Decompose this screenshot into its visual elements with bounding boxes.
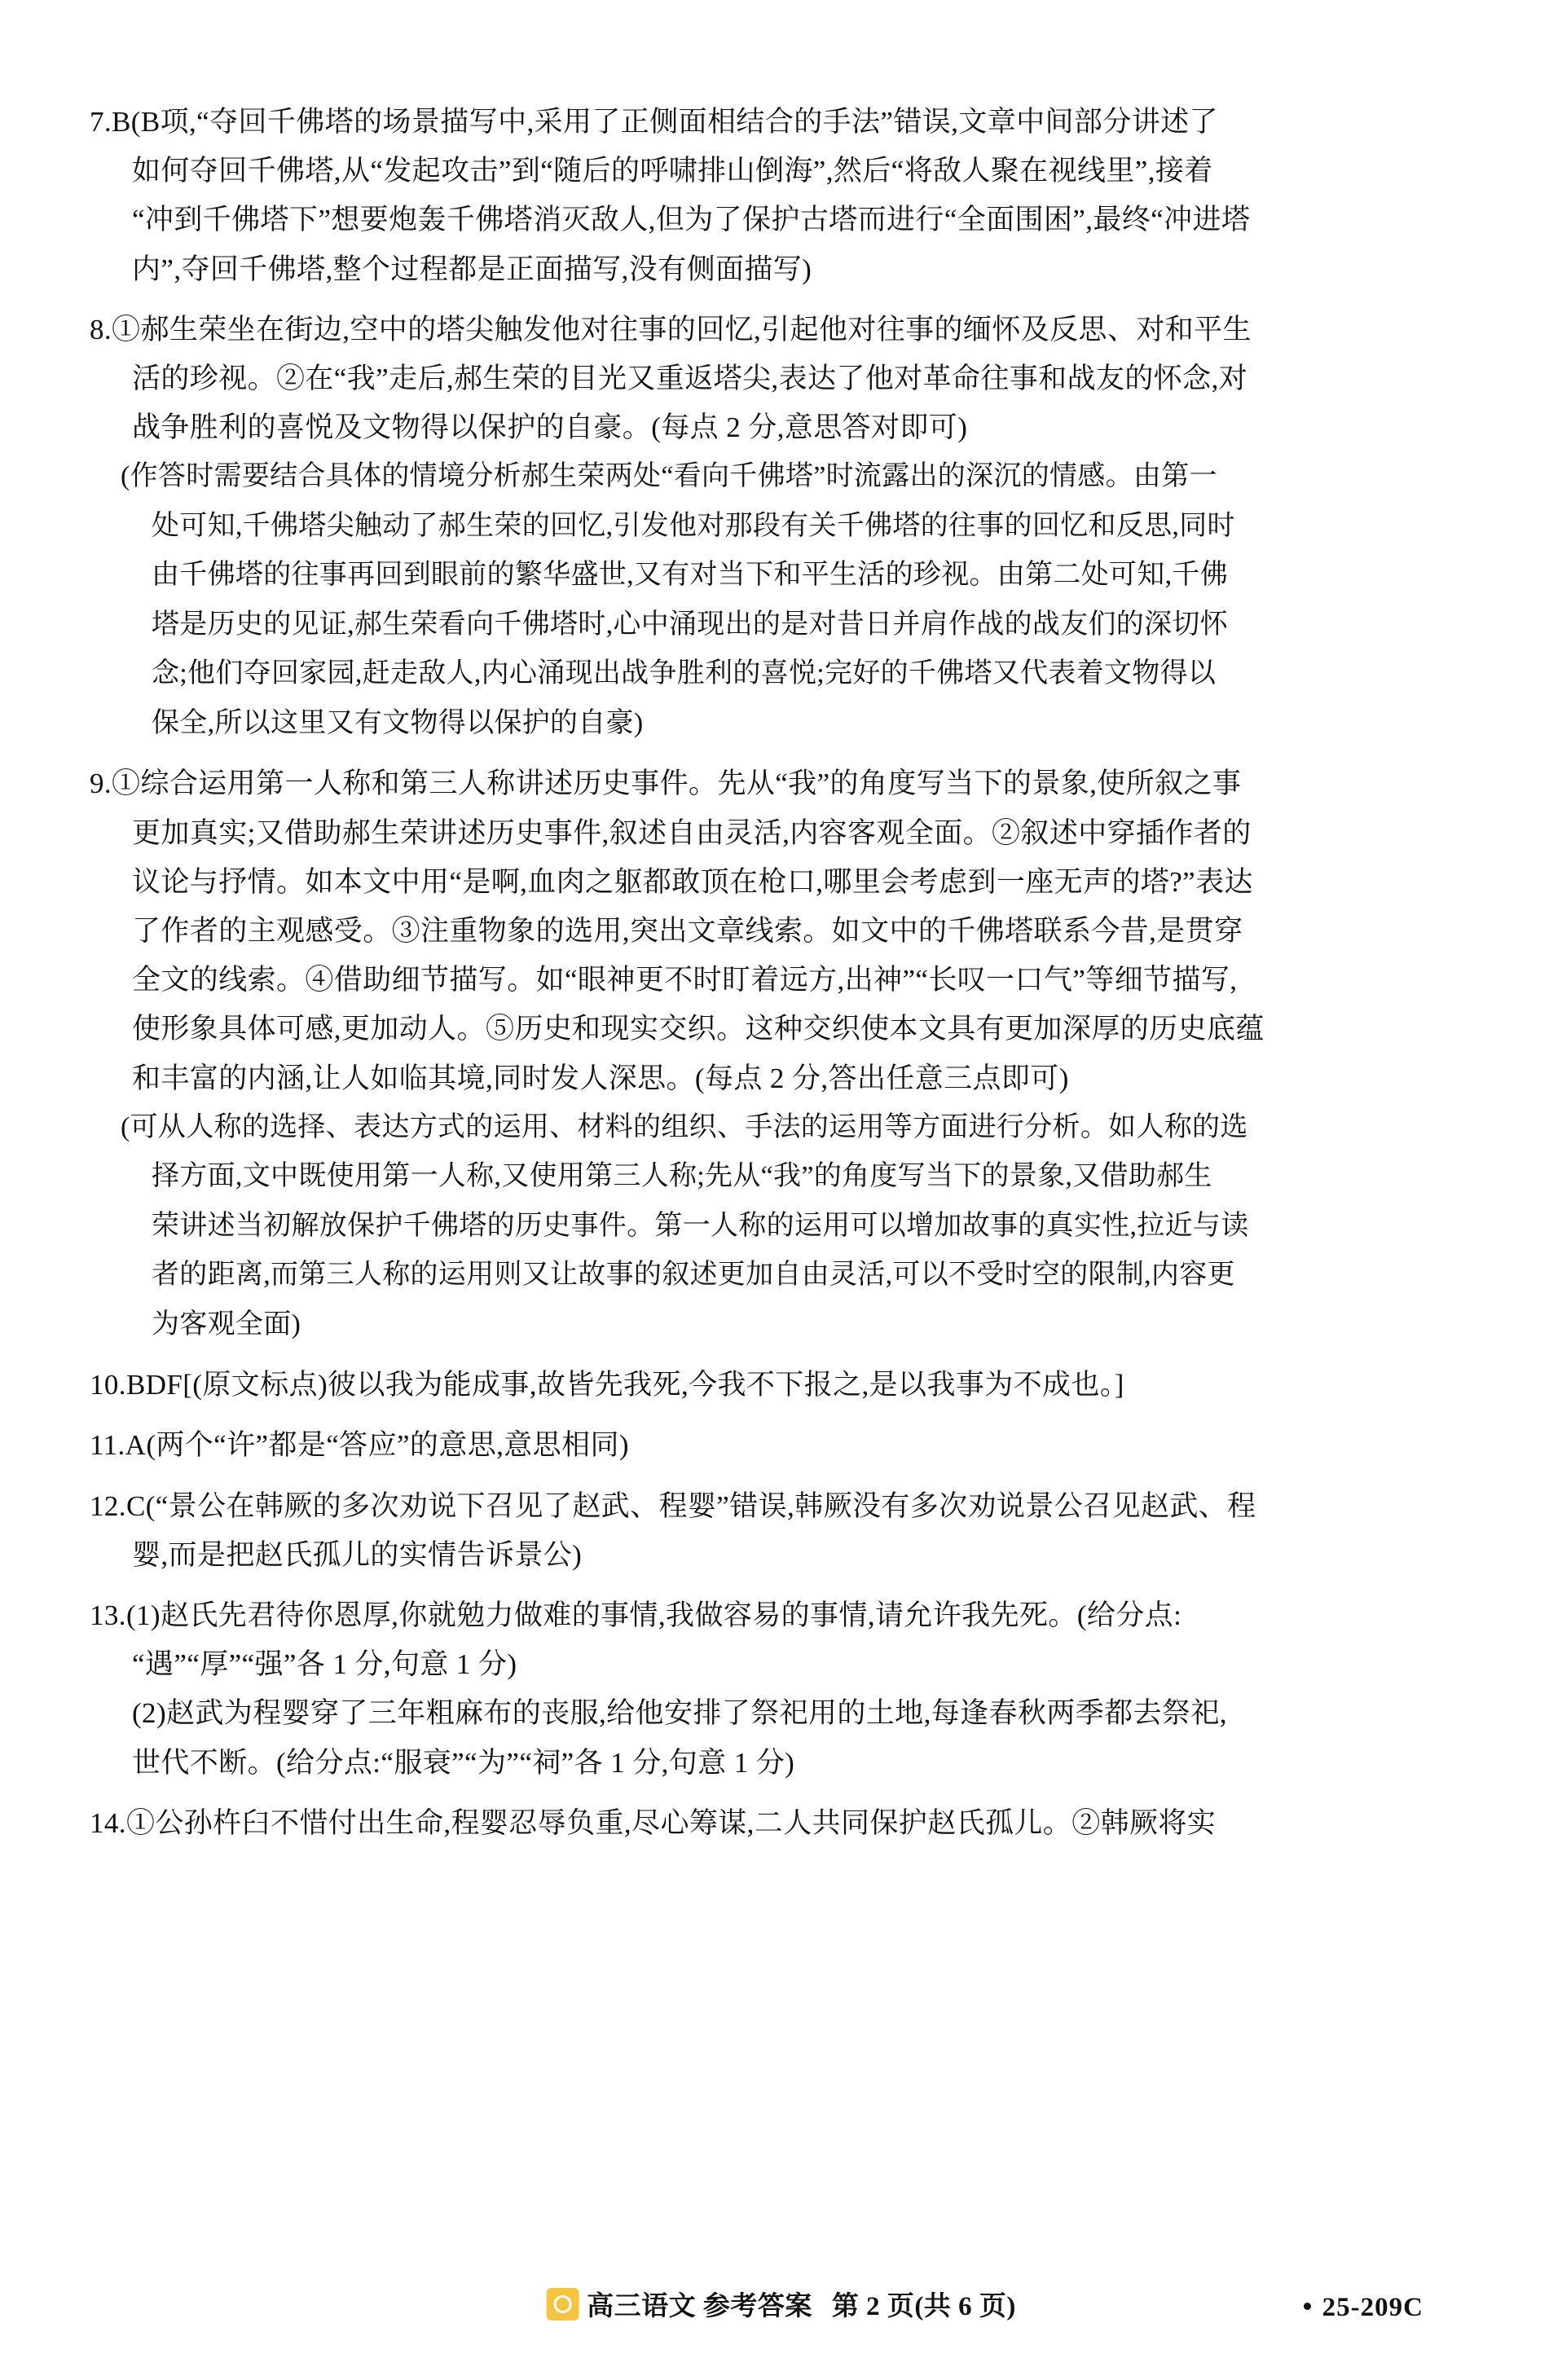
answer-note-line: 念;他们夺回家园,赶走敌人,内心涌现出战争胜利的喜悦;完好的千佛塔又代表着文物得以 bbox=[152, 658, 1217, 689]
answer-line: 7.B(B项,“夺回千佛塔的场景描写中,采用了正侧面相结合的手法”错误,文章中间部分讲述了 bbox=[90, 106, 1218, 138]
answer-line: 战争胜利的喜悦及文物得以保护的自豪。(每点 2 分,意思答对即可) bbox=[132, 411, 968, 444]
answer-note-line: 荣讲述当初解放保护千佛塔的历史事件。第一人称的运用可以增加故事的真实性,拉近与读 bbox=[152, 1210, 1249, 1241]
footer-page-label: 第 2 页(共 6 页) bbox=[831, 2292, 1016, 2321]
answer-block-q13 bbox=[90, 1591, 1464, 1788]
answer-line: 使形象具体可感,更加动人。⑤历史和现实交织。这种交织使本文具有更加深厚的历史底蕴 bbox=[132, 1013, 1265, 1045]
answer-line: 内”,夺回千佛塔,整个过程都是正面描写,没有侧面描写) bbox=[132, 253, 812, 285]
answer-line: (2)赵武为程婴穿了三年粗麻布的丧服,给他安排了祭祀用的土地,每逢春秋两季都去祭祀, bbox=[132, 1697, 1227, 1730]
answer-note-line: 处可知,千佛塔尖触动了郝生荣的回忆,引发他对那段有关千佛塔的往事的回忆和反思,同时 bbox=[152, 510, 1235, 541]
answer-block-q14 bbox=[90, 1799, 1464, 1848]
bullet-icon bbox=[1304, 2303, 1311, 2310]
footer-paper-code: 25-209C bbox=[1322, 2293, 1423, 2322]
answer-line: 13.(1)赵氏先君待你恩厚,你就勉力做难的事情,我做容易的事情,请允许我先死。(给分点: bbox=[90, 1599, 1182, 1632]
answer-note-line: (作答时需要结合具体的情境分析郝生荣两处“看向千佛塔”时流露出的深沉的情感。由第一 bbox=[121, 461, 1217, 492]
answer-note-line: (可从人称的选择、表达方式的运用、材料的组织、手法的运用等方面进行分析。如人称的选 bbox=[121, 1111, 1248, 1142]
footer-document-title: 高三语文 参考答案 bbox=[587, 2292, 812, 2321]
answer-line: 8.①郝生荣坐在街边,空中的塔尖触发他对往事的回忆,引起他对往事的缅怀及反思、对和平生 bbox=[90, 313, 1252, 345]
answer-block-q12 bbox=[90, 1482, 1464, 1580]
answer-line: 10.BDF[(原文标点)彼以我为能成事,故皆先我死,今我不下报之,是以我事为不成也。] bbox=[90, 1369, 1124, 1401]
answer-note-line: 塔是历史的见证,郝生荣看向千佛塔时,心中涌现出的是对昔日并肩作战的战友们的深切怀 bbox=[152, 609, 1228, 640]
answer-block-q8 bbox=[90, 306, 1464, 749]
answer-line: 14.①公孙杵臼不惜付出生命,程婴忍辱负重,尽心筹谋,二人共同保护赵氏孤儿。②韩厥将实 bbox=[90, 1806, 1217, 1839]
page-footer bbox=[0, 2274, 1562, 2323]
footer-paper-code-group bbox=[1304, 2293, 1423, 2323]
answer-line: 世代不断。(给分点:“服衰”“为”“祠”各 1 分,句意 1 分) bbox=[132, 1746, 795, 1779]
publisher-logo-icon bbox=[546, 2288, 579, 2321]
answer-line: 11.A(两个“许”都是“答应”的意思,意思相同) bbox=[90, 1429, 629, 1462]
answer-line: 如何夺回千佛塔,从“发起攻击”到“随后的呼啸排山倒海”,然后“将敌人聚在视线里”,接着 bbox=[132, 155, 1213, 187]
answer-line: 议论与抒情。如本文中用“是啊,血肉之躯都敢顶在枪口,哪里会考虑到一座无声的塔?”表达 bbox=[132, 865, 1253, 898]
answer-note-line: 由千佛塔的往事再回到眼前的繁华盛世,又有对当下和平生活的珍视。由第二处可知,千佛 bbox=[152, 560, 1228, 591]
answer-line: 和丰富的内涵,让人如临其境,同时发人深思。(每点 2 分,答出任意三点即可) bbox=[132, 1062, 1069, 1094]
answer-line: 婴,而是把赵氏孤儿的实情告诉景公) bbox=[132, 1538, 583, 1571]
answer-note-line: 为客观全面) bbox=[152, 1309, 301, 1340]
footer-title-group bbox=[546, 2285, 1016, 2323]
answer-line: 更加真实;又借助郝生荣讲述历史事件,叙述自由灵活,内容客观全面。②叙述中穿插作者的 bbox=[132, 816, 1252, 849]
answer-line: “冲到千佛塔下”想要炮轰千佛塔消灭敌人,但为了保护古塔而进行“全面围困”,最终“冲进塔 bbox=[132, 204, 1251, 236]
answer-note-line: 择方面,文中既使用第一人称,又使用第三人称;先从“我”的角度写当下的景象,又借助郝生 bbox=[152, 1161, 1212, 1192]
answer-block-q11 bbox=[90, 1421, 1464, 1470]
answer-block-q9 bbox=[90, 759, 1464, 1349]
answer-line: 9.①综合运用第一人称和第三人称讲述历史事件。先从“我”的角度写当下的景象,使所叙之事 bbox=[90, 768, 1242, 800]
answer-block-q7 bbox=[90, 98, 1464, 294]
answer-line: 12.C(“景公在韩厥的多次劝说下召见了赵武、程婴”错误,韩厥没有多次劝说景公召见赵武、程 bbox=[90, 1489, 1256, 1522]
answer-note-line: 者的距离,而第三人称的运用则又让故事的叙述更加自由灵活,可以不受时空的限制,内容更 bbox=[152, 1260, 1235, 1291]
answer-line: 了作者的主观感受。③注重物象的选用,突出文章线索。如文中的千佛塔联系今昔,是贯穿 bbox=[132, 914, 1243, 947]
answer-line: “遇”“厚”“强”各 1 分,句意 1 分) bbox=[132, 1648, 517, 1681]
answer-line: 全文的线索。④借助细节描写。如“眼神更不时盯着远方,出神”“长叹一口气”等细节描写, bbox=[132, 964, 1238, 996]
answer-block-q10 bbox=[90, 1361, 1464, 1410]
answer-line: 活的珍视。②在“我”走后,郝生荣的目光又重返塔尖,表达了他对革命往事和战友的怀念,对 bbox=[132, 362, 1248, 394]
answer-note-line: 保全,所以这里又有文物得以保护的自豪) bbox=[152, 707, 644, 738]
